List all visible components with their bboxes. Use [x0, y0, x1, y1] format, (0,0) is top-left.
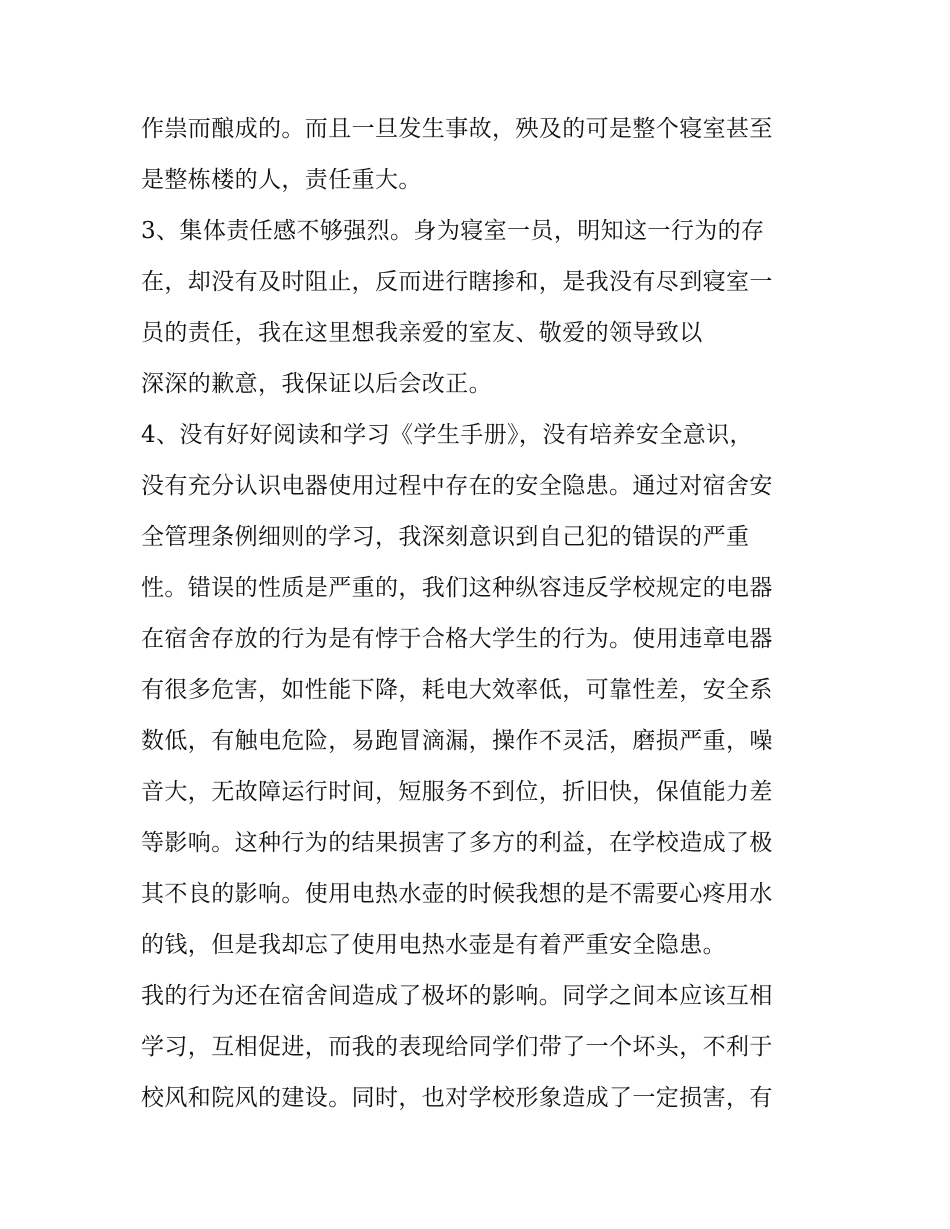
text-line: 在，却没有及时阻止，反而进行瞎掺和，是我没有尽到寝室一: [141, 269, 773, 295]
text-line: 3、集体责任感不够强烈。身为寝室一员，明知这一行为的存: [141, 218, 765, 244]
text-line: 学习，互相促进，而我的表现给同学们带了一个坏头，不利于: [141, 1034, 773, 1060]
text-line: 员的责任，我在这里想我亲爱的室友、敬爱的领导致以: [141, 320, 703, 346]
text-line: 没有充分认识电器使用过程中存在的安全隐患。通过对宿舍安: [141, 473, 773, 499]
text-line: 有很多危害，如性能下降，耗电大效率低，可靠性差，安全系: [141, 677, 773, 703]
text-line: 数低，有触电危险，易跑冒滴漏，操作不灵活，磨损严重，噪: [141, 728, 773, 754]
text-line: 是整栋楼的人，责任重大。: [141, 167, 422, 193]
text-line: 我的行为还在宿舍间造成了极坏的影响。同学之间本应该互相: [141, 983, 773, 1009]
text-line: 校风和院风的建设。同时，也对学校形象造成了一定损害，有: [141, 1085, 773, 1111]
text-line: 全管理条例细则的学习，我深刻意识到自己犯的错误的严重: [141, 524, 750, 550]
text-line: 的钱，但是我却忘了使用电热水壶是有着严重安全隐患。: [141, 932, 726, 958]
text-line: 4、没有好好阅读和学习《学生手册》，没有培养安全意识，: [141, 422, 753, 448]
text-line: 在宿舍存放的行为是有悖于合格大学生的行为。使用违章电器: [141, 626, 773, 652]
text-line: 音大，无故障运行时间，短服务不到位，折旧快，保值能力差: [141, 779, 773, 805]
text-line: 深深的歉意，我保证以后会改正。: [141, 371, 492, 397]
text-line: 性。错误的性质是严重的，我们这种纵容违反学校规定的电器: [141, 575, 773, 601]
text-line: 其不良的影响。使用电热水壶的时候我想的是不需要心疼用水: [141, 881, 773, 907]
text-line: 作祟而酿成的。而且一旦发生事故，殃及的可是整个寝室甚至: [141, 116, 773, 142]
text-line: 等影响。这种行为的结果损害了多方的利益，在学校造成了极: [141, 830, 773, 856]
